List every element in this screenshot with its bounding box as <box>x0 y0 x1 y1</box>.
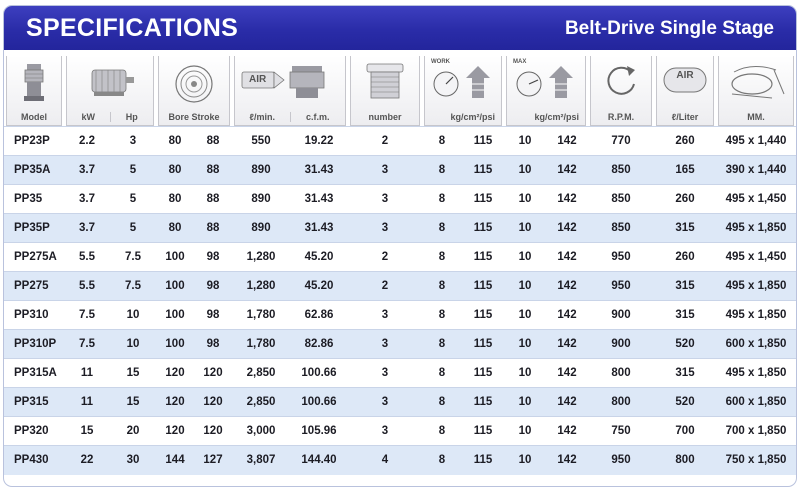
cell-model: PP320 <box>4 417 64 446</box>
cell-tank-liters: 700 <box>654 417 716 446</box>
cell-cfm: 31.43 <box>290 185 348 214</box>
cell-stroke: 98 <box>194 330 232 359</box>
header-row <box>4 56 796 127</box>
header-number-label: number <box>368 112 402 122</box>
cell-work-psi: 115 <box>462 359 504 388</box>
cell-stroke: 98 <box>194 301 232 330</box>
cell-dimension: 495 x 1,450 <box>716 185 796 214</box>
cell-bore: 80 <box>156 185 194 214</box>
cell-work-psi: 115 <box>462 446 504 475</box>
cell-lmin: 2,850 <box>232 359 290 388</box>
cell-model: PP23P <box>4 127 64 156</box>
cell-stroke: 127 <box>194 446 232 475</box>
tank-air-label: AIR <box>676 70 694 81</box>
cell-dimension: 495 x 1,850 <box>716 272 796 301</box>
spec-table-body <box>4 127 796 475</box>
cell-max-kg: 10 <box>504 301 546 330</box>
cell-kw: 7.5 <box>64 330 110 359</box>
spec-table <box>4 56 796 475</box>
cell-model: PP315 <box>4 388 64 417</box>
cell-dimension: 495 x 1,440 <box>716 127 796 156</box>
compressor-head-icon <box>19 62 49 106</box>
cell-bore: 120 <box>156 417 194 446</box>
cell-max-kg: 10 <box>504 272 546 301</box>
cell-cylinders: 3 <box>348 156 422 185</box>
header-air-displacement <box>232 56 348 127</box>
cell-model: PP310 <box>4 301 64 330</box>
cell-max-kg: 10 <box>504 417 546 446</box>
cell-work-psi: 115 <box>462 127 504 156</box>
cell-cylinders: 3 <box>348 330 422 359</box>
cell-lmin: 1,780 <box>232 301 290 330</box>
table-row <box>4 301 796 330</box>
cell-max-kg: 10 <box>504 243 546 272</box>
header-cfm-label: c.f.m. <box>305 112 330 122</box>
header-model-label: Model <box>21 112 47 122</box>
cell-max-kg: 10 <box>504 388 546 417</box>
header-number <box>348 56 422 127</box>
cell-bore: 120 <box>156 359 194 388</box>
cell-hp: 15 <box>110 388 156 417</box>
cell-kw: 5.5 <box>64 272 110 301</box>
header-bore-stroke-label: Bore Stroke <box>168 112 220 122</box>
cell-rpm: 770 <box>588 127 654 156</box>
cell-hp: 7.5 <box>110 272 156 301</box>
cell-max-kg: 10 <box>504 446 546 475</box>
cell-model: PP275A <box>4 243 64 272</box>
banner <box>4 6 796 50</box>
cell-model: PP35A <box>4 156 64 185</box>
cell-rpm: 800 <box>588 388 654 417</box>
cell-work-psi: 115 <box>462 417 504 446</box>
cell-kw: 7.5 <box>64 301 110 330</box>
cell-tank-liters: 315 <box>654 359 716 388</box>
cell-tank-liters: 260 <box>654 185 716 214</box>
cell-stroke: 120 <box>194 359 232 388</box>
cell-rpm: 950 <box>588 243 654 272</box>
cell-tank-liters: 165 <box>654 156 716 185</box>
cell-kw: 11 <box>64 388 110 417</box>
cell-dimension: 600 x 1,850 <box>716 388 796 417</box>
page-subtitle: Belt-Drive Single Stage <box>564 18 774 39</box>
cell-stroke: 98 <box>194 272 232 301</box>
table-row <box>4 272 796 301</box>
cell-stroke: 98 <box>194 243 232 272</box>
header-lmin-label: ℓ/min. <box>235 112 291 122</box>
table-row <box>4 359 796 388</box>
cell-max-psi: 142 <box>546 127 588 156</box>
cell-max-psi: 142 <box>546 301 588 330</box>
cell-max-psi: 142 <box>546 359 588 388</box>
header-mm-label: MM. <box>747 112 765 122</box>
cell-max-kg: 10 <box>504 127 546 156</box>
cell-rpm: 950 <box>588 272 654 301</box>
cell-cfm: 82.86 <box>290 330 348 359</box>
header-model <box>4 56 64 127</box>
cell-work-psi: 115 <box>462 330 504 359</box>
cell-lmin: 1,280 <box>232 272 290 301</box>
cell-tank-liters: 800 <box>654 446 716 475</box>
cell-hp: 5 <box>110 214 156 243</box>
cell-max-psi: 142 <box>546 156 588 185</box>
cell-hp: 5 <box>110 185 156 214</box>
table-row <box>4 185 796 214</box>
cell-max-kg: 10 <box>504 214 546 243</box>
cell-model: PP35P <box>4 214 64 243</box>
cell-kw: 2.2 <box>64 127 110 156</box>
cell-hp: 10 <box>110 301 156 330</box>
header-tank <box>654 56 716 127</box>
cell-work-kg: 8 <box>422 359 462 388</box>
cell-max-psi: 142 <box>546 417 588 446</box>
cell-tank-liters: 260 <box>654 243 716 272</box>
cell-rpm: 900 <box>588 330 654 359</box>
cell-cfm: 45.20 <box>290 243 348 272</box>
cell-model: PP315A <box>4 359 64 388</box>
cell-work-psi: 115 <box>462 301 504 330</box>
cell-max-psi: 142 <box>546 243 588 272</box>
cell-cfm: 100.66 <box>290 359 348 388</box>
table-row <box>4 156 796 185</box>
cell-cylinders: 3 <box>348 301 422 330</box>
rpm-rotation-icon <box>601 62 641 102</box>
cell-cfm: 31.43 <box>290 156 348 185</box>
header-work-units: kg/cm²/psi <box>450 112 495 122</box>
cell-work-psi: 115 <box>462 214 504 243</box>
cell-rpm: 800 <box>588 359 654 388</box>
table-row <box>4 127 796 156</box>
table-row <box>4 243 796 272</box>
cell-rpm: 850 <box>588 156 654 185</box>
cell-cylinders: 2 <box>348 127 422 156</box>
cell-work-kg: 8 <box>422 272 462 301</box>
cell-hp: 20 <box>110 417 156 446</box>
air-label: AIR <box>249 74 267 85</box>
cell-cylinders: 3 <box>348 388 422 417</box>
cell-work-kg: 8 <box>422 127 462 156</box>
table-row <box>4 214 796 243</box>
max-pressure-gauge-icon <box>511 62 581 102</box>
cell-rpm: 850 <box>588 185 654 214</box>
cell-stroke: 88 <box>194 156 232 185</box>
cell-kw: 3.7 <box>64 214 110 243</box>
cell-bore: 80 <box>156 156 194 185</box>
cell-kw: 3.7 <box>64 156 110 185</box>
cell-hp: 5 <box>110 156 156 185</box>
cell-cfm: 62.86 <box>290 301 348 330</box>
cell-work-kg: 8 <box>422 185 462 214</box>
table-row <box>4 330 796 359</box>
spec-sheet <box>4 6 796 486</box>
cell-tank-liters: 520 <box>654 330 716 359</box>
cell-work-kg: 8 <box>422 156 462 185</box>
cell-lmin: 1,280 <box>232 243 290 272</box>
max-label: MAX <box>513 59 527 65</box>
cell-work-kg: 8 <box>422 330 462 359</box>
cell-max-kg: 10 <box>504 330 546 359</box>
cell-cfm: 31.43 <box>290 214 348 243</box>
header-liter-label: ℓ/Liter <box>671 112 699 122</box>
work-label: WORK <box>431 59 450 65</box>
cell-cylinders: 2 <box>348 272 422 301</box>
cell-hp: 30 <box>110 446 156 475</box>
cell-cfm: 19.22 <box>290 127 348 156</box>
cell-kw: 11 <box>64 359 110 388</box>
cell-lmin: 890 <box>232 214 290 243</box>
cell-bore: 100 <box>156 272 194 301</box>
cell-work-kg: 8 <box>422 388 462 417</box>
cell-bore: 80 <box>156 214 194 243</box>
cell-max-psi: 142 <box>546 272 588 301</box>
cell-model: PP310P <box>4 330 64 359</box>
cell-tank-liters: 315 <box>654 272 716 301</box>
cell-work-kg: 8 <box>422 243 462 272</box>
dimension-icon <box>724 62 788 102</box>
cell-dimension: 390 x 1,440 <box>716 156 796 185</box>
cell-max-kg: 10 <box>504 156 546 185</box>
cell-model: PP430 <box>4 446 64 475</box>
cell-cfm: 105.96 <box>290 417 348 446</box>
cell-bore: 120 <box>156 388 194 417</box>
cell-bore: 80 <box>156 127 194 156</box>
cell-kw: 3.7 <box>64 185 110 214</box>
cell-dimension: 600 x 1,850 <box>716 330 796 359</box>
cell-tank-liters: 315 <box>654 301 716 330</box>
cell-cfm: 45.20 <box>290 272 348 301</box>
cell-kw: 5.5 <box>64 243 110 272</box>
work-pressure-gauge-icon <box>428 62 498 102</box>
cell-lmin: 890 <box>232 185 290 214</box>
cell-rpm: 750 <box>588 417 654 446</box>
cell-cylinders: 2 <box>348 243 422 272</box>
cell-stroke: 120 <box>194 388 232 417</box>
cell-hp: 10 <box>110 330 156 359</box>
cell-hp: 3 <box>110 127 156 156</box>
cell-max-kg: 10 <box>504 185 546 214</box>
table-row <box>4 388 796 417</box>
cell-hp: 15 <box>110 359 156 388</box>
cell-dimension: 495 x 1,850 <box>716 359 796 388</box>
cell-cfm: 100.66 <box>290 388 348 417</box>
cylinder-count-icon <box>363 62 407 104</box>
cell-bore: 100 <box>156 243 194 272</box>
table-row <box>4 446 796 475</box>
cell-kw: 15 <box>64 417 110 446</box>
cell-bore: 100 <box>156 330 194 359</box>
cell-cylinders: 3 <box>348 417 422 446</box>
cell-work-psi: 115 <box>462 243 504 272</box>
cell-work-psi: 115 <box>462 156 504 185</box>
header-kw-label: kW <box>67 112 111 122</box>
cell-stroke: 88 <box>194 185 232 214</box>
header-dimension <box>716 56 796 127</box>
header-rpm-label: R.P.M. <box>607 112 635 122</box>
cell-model: PP35 <box>4 185 64 214</box>
cell-cylinders: 3 <box>348 185 422 214</box>
cell-lmin: 1,780 <box>232 330 290 359</box>
cell-cylinders: 3 <box>348 214 422 243</box>
cell-stroke: 88 <box>194 214 232 243</box>
bore-stroke-icon <box>172 62 216 106</box>
header-work-pressure <box>422 56 504 127</box>
header-max-pressure <box>504 56 588 127</box>
cell-tank-liters: 315 <box>654 214 716 243</box>
header-power <box>64 56 156 127</box>
cell-tank-liters: 520 <box>654 388 716 417</box>
cell-max-psi: 142 <box>546 446 588 475</box>
cell-max-psi: 142 <box>546 185 588 214</box>
header-bore-stroke <box>156 56 232 127</box>
cell-kw: 22 <box>64 446 110 475</box>
table-row <box>4 417 796 446</box>
cell-bore: 144 <box>156 446 194 475</box>
cell-lmin: 3,000 <box>232 417 290 446</box>
cell-work-kg: 8 <box>422 301 462 330</box>
cell-cylinders: 4 <box>348 446 422 475</box>
cell-rpm: 850 <box>588 214 654 243</box>
header-hp-label: Hp <box>125 112 138 122</box>
cell-work-kg: 8 <box>422 417 462 446</box>
cell-cfm: 144.40 <box>290 446 348 475</box>
cell-stroke: 120 <box>194 417 232 446</box>
cell-dimension: 750 x 1,850 <box>716 446 796 475</box>
cell-tank-liters: 260 <box>654 127 716 156</box>
cell-work-psi: 115 <box>462 272 504 301</box>
cell-cylinders: 3 <box>348 359 422 388</box>
header-max-units: kg/cm²/psi <box>534 112 579 122</box>
cell-dimension: 495 x 1,850 <box>716 301 796 330</box>
cell-rpm: 950 <box>588 446 654 475</box>
cell-work-kg: 8 <box>422 446 462 475</box>
cell-work-psi: 115 <box>462 388 504 417</box>
cell-rpm: 900 <box>588 301 654 330</box>
motor-icon <box>80 62 140 102</box>
cell-dimension: 700 x 1,850 <box>716 417 796 446</box>
cell-bore: 100 <box>156 301 194 330</box>
header-rpm <box>588 56 654 127</box>
cell-max-kg: 10 <box>504 359 546 388</box>
cell-lmin: 3,807 <box>232 446 290 475</box>
cell-max-psi: 142 <box>546 330 588 359</box>
cell-model: PP275 <box>4 272 64 301</box>
cell-lmin: 2,850 <box>232 388 290 417</box>
cell-lmin: 550 <box>232 127 290 156</box>
cell-lmin: 890 <box>232 156 290 185</box>
cell-work-psi: 115 <box>462 185 504 214</box>
cell-work-kg: 8 <box>422 214 462 243</box>
cell-hp: 7.5 <box>110 243 156 272</box>
cell-max-psi: 142 <box>546 388 588 417</box>
page-title: SPECIFICATIONS <box>26 14 239 42</box>
cell-stroke: 88 <box>194 127 232 156</box>
cell-dimension: 495 x 1,850 <box>716 214 796 243</box>
cell-max-psi: 142 <box>546 214 588 243</box>
cell-dimension: 495 x 1,450 <box>716 243 796 272</box>
